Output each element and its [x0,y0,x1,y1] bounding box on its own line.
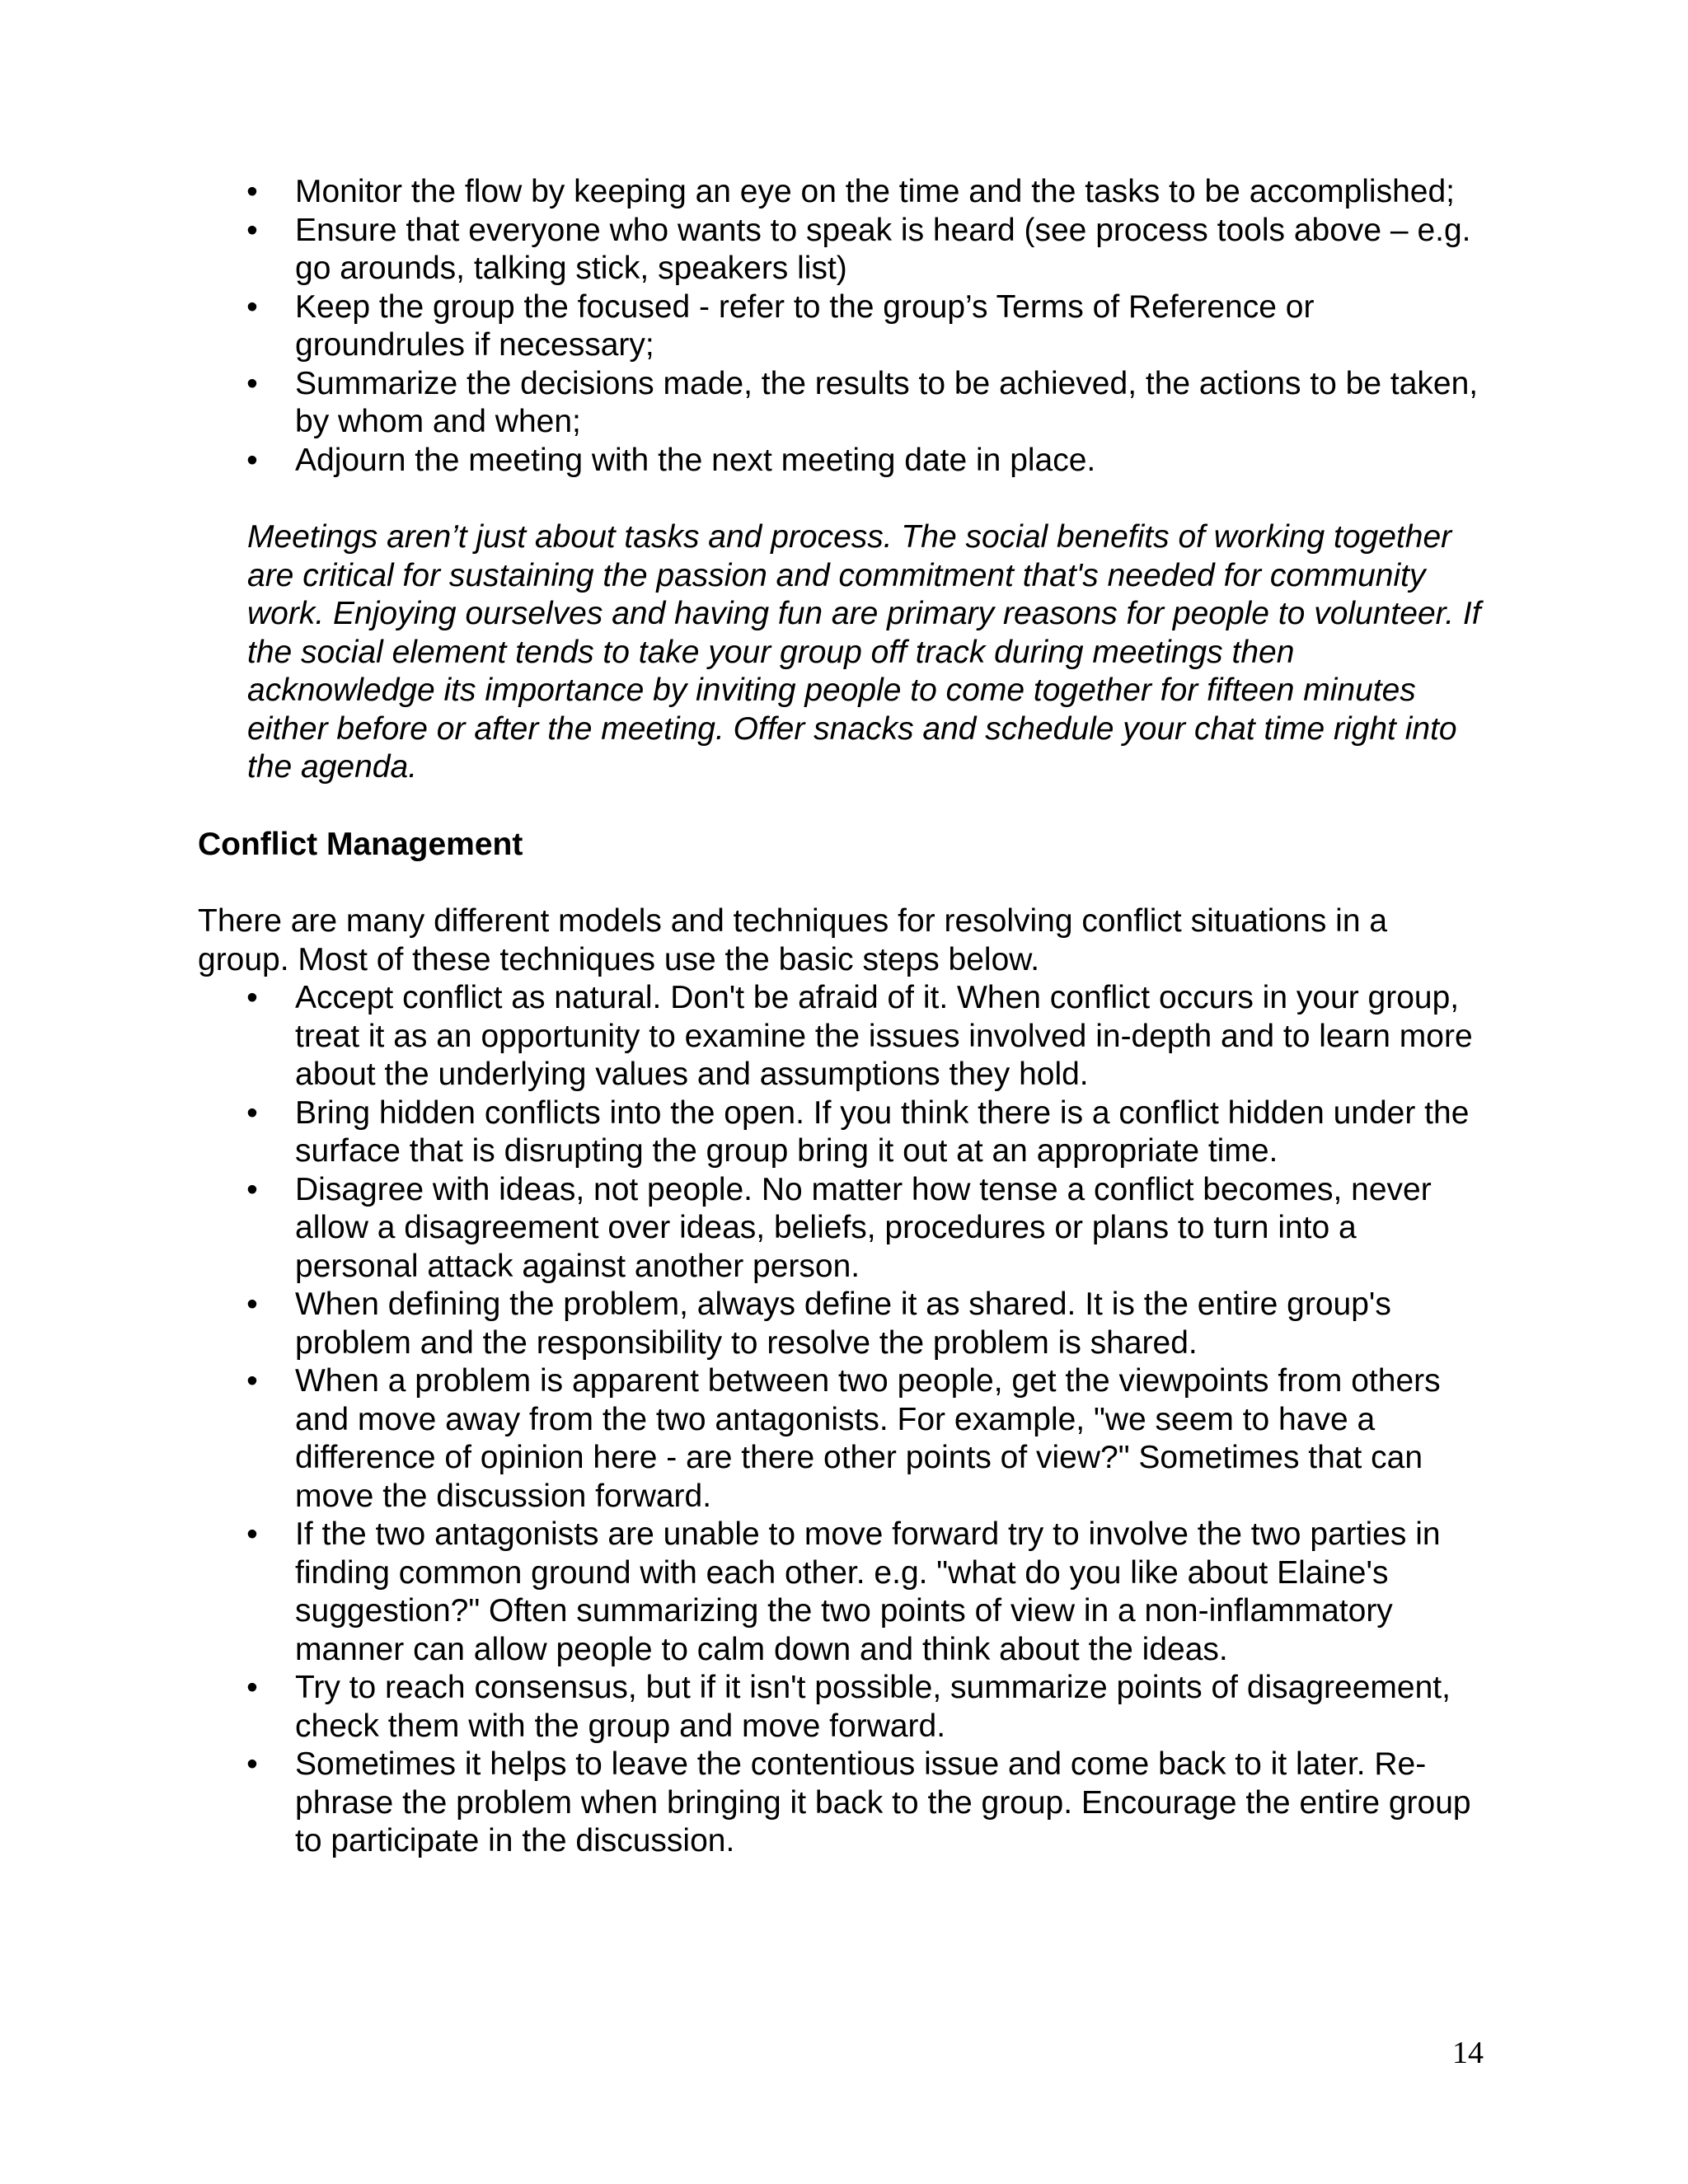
list-item [246,1094,1484,1171]
list-item-text: When a problem is apparent between two people, get the viewpoints from others and move away from the two antagonists. For example, "we seem to have a difference of opinion here - are there other points of view?" Sometimes that can move the discussion forward. [295,1363,1441,1514]
list-item-text: Accept conflict as natural. Don't be afraid of it. When conflict occurs in your group, treat it as an opportunity to examine the issues involved in-depth and to learn more about the underlying values and assumptions they hold. [295,980,1473,1092]
list-item [246,1286,1484,1362]
section-heading: Conflict Management [198,826,523,862]
bullet-marker: • [246,1094,258,1131]
list-item-text: Adjourn the meeting with the next meeting date in place. [295,442,1096,478]
list-item-text: If the two antagonists are unable to move forward try to involve the two parties in finding common ground with each other. e.g. "what do you like about Elaine's suggestion?" Often summarizing the two points of view in a non-inflammatory manner can allow people to calm down and think about the ideas. [295,1516,1441,1667]
section-intro-paragraph: There are many different models and techniques for resolving conflict situations in a group. Most of these techniques use the basic steps below. [198,903,1388,977]
bullet-marker: • [246,442,258,478]
list-item-text: Ensure that everyone who wants to speak is heard (see process tools above – e.g. go arounds, talking stick, speakers list) [295,212,1471,286]
list-item-text: When defining the problem, always define it as shared. It is the entire group's problem and the responsibility to resolve the problem is shared. [295,1286,1391,1361]
list-item [246,979,1484,1094]
list-item-text: Keep the group the focused - refer to the group’s Terms of Reference or groundrules if necessary; [295,288,1315,363]
list-item [246,1669,1484,1746]
bullet-marker: • [246,1670,258,1705]
meeting-tasks-list [198,173,1484,480]
list-item [246,288,1484,365]
list-item [246,1362,1484,1516]
bullet-marker: • [246,212,258,248]
list-item-text: Try to reach consensus, but if it isn't possible, summarize points of disagreement, check them with the group and move forward. [295,1670,1451,1744]
bullet-marker: • [246,980,258,1015]
bullet-marker: • [246,1171,258,1207]
bullet-marker: • [246,1746,258,1782]
bullet-marker: • [246,288,258,325]
list-item [246,173,1484,212]
list-item [246,1171,1484,1286]
list-item-text: Summarize the decisions made, the results to be achieved, the actions to be taken, by whom and when; [295,365,1479,439]
bullet-marker: • [246,1363,258,1399]
list-item [246,212,1484,288]
list-item-text: Monitor the flow by keeping an eye on the time and the tasks to be accomplished; [295,174,1455,209]
social-benefits-paragraph: Meetings aren’t just about tasks and process. The social benefits of working together are critical for sustaining the passion and commitment that's needed for community work. Enjoying ourselves and having fun are primary reasons for people to volunteer. If the social element tends to take your group off track during meetings then acknowledge its importance by inviting people to come together for fifteen minutes either before or after the meeting. Offer snacks and schedule your chat time right into the agenda. [247,519,1481,785]
conflict-steps-list [198,979,1484,1861]
list-item-text: Disagree with ideas, not people. No matter how tense a conflict becomes, never allow a disagreement over ideas, beliefs, procedures or plans to turn into a personal attack against another person. [295,1171,1432,1284]
list-item-text: Bring hidden conflicts into the open. If you think there is a conflict hidden under the surface that is disrupting the group bring it out at an appropriate time. [295,1094,1470,1169]
bullet-marker: • [246,365,258,401]
list-item [246,1746,1484,1861]
list-item-text: Sometimes it helps to leave the contentious issue and come back to it later. Re-phrase the problem when bringing it back to the group. Encourage the entire group to participate in the discussion. [295,1746,1471,1858]
bullet-marker: • [246,1286,258,1322]
page-content [198,173,1484,1861]
page-number: 14 [1452,2036,1484,2070]
list-item [246,365,1484,442]
bullet-marker: • [246,174,258,209]
list-item [246,1516,1484,1669]
bullet-marker: • [246,1516,258,1552]
list-item [246,442,1484,480]
